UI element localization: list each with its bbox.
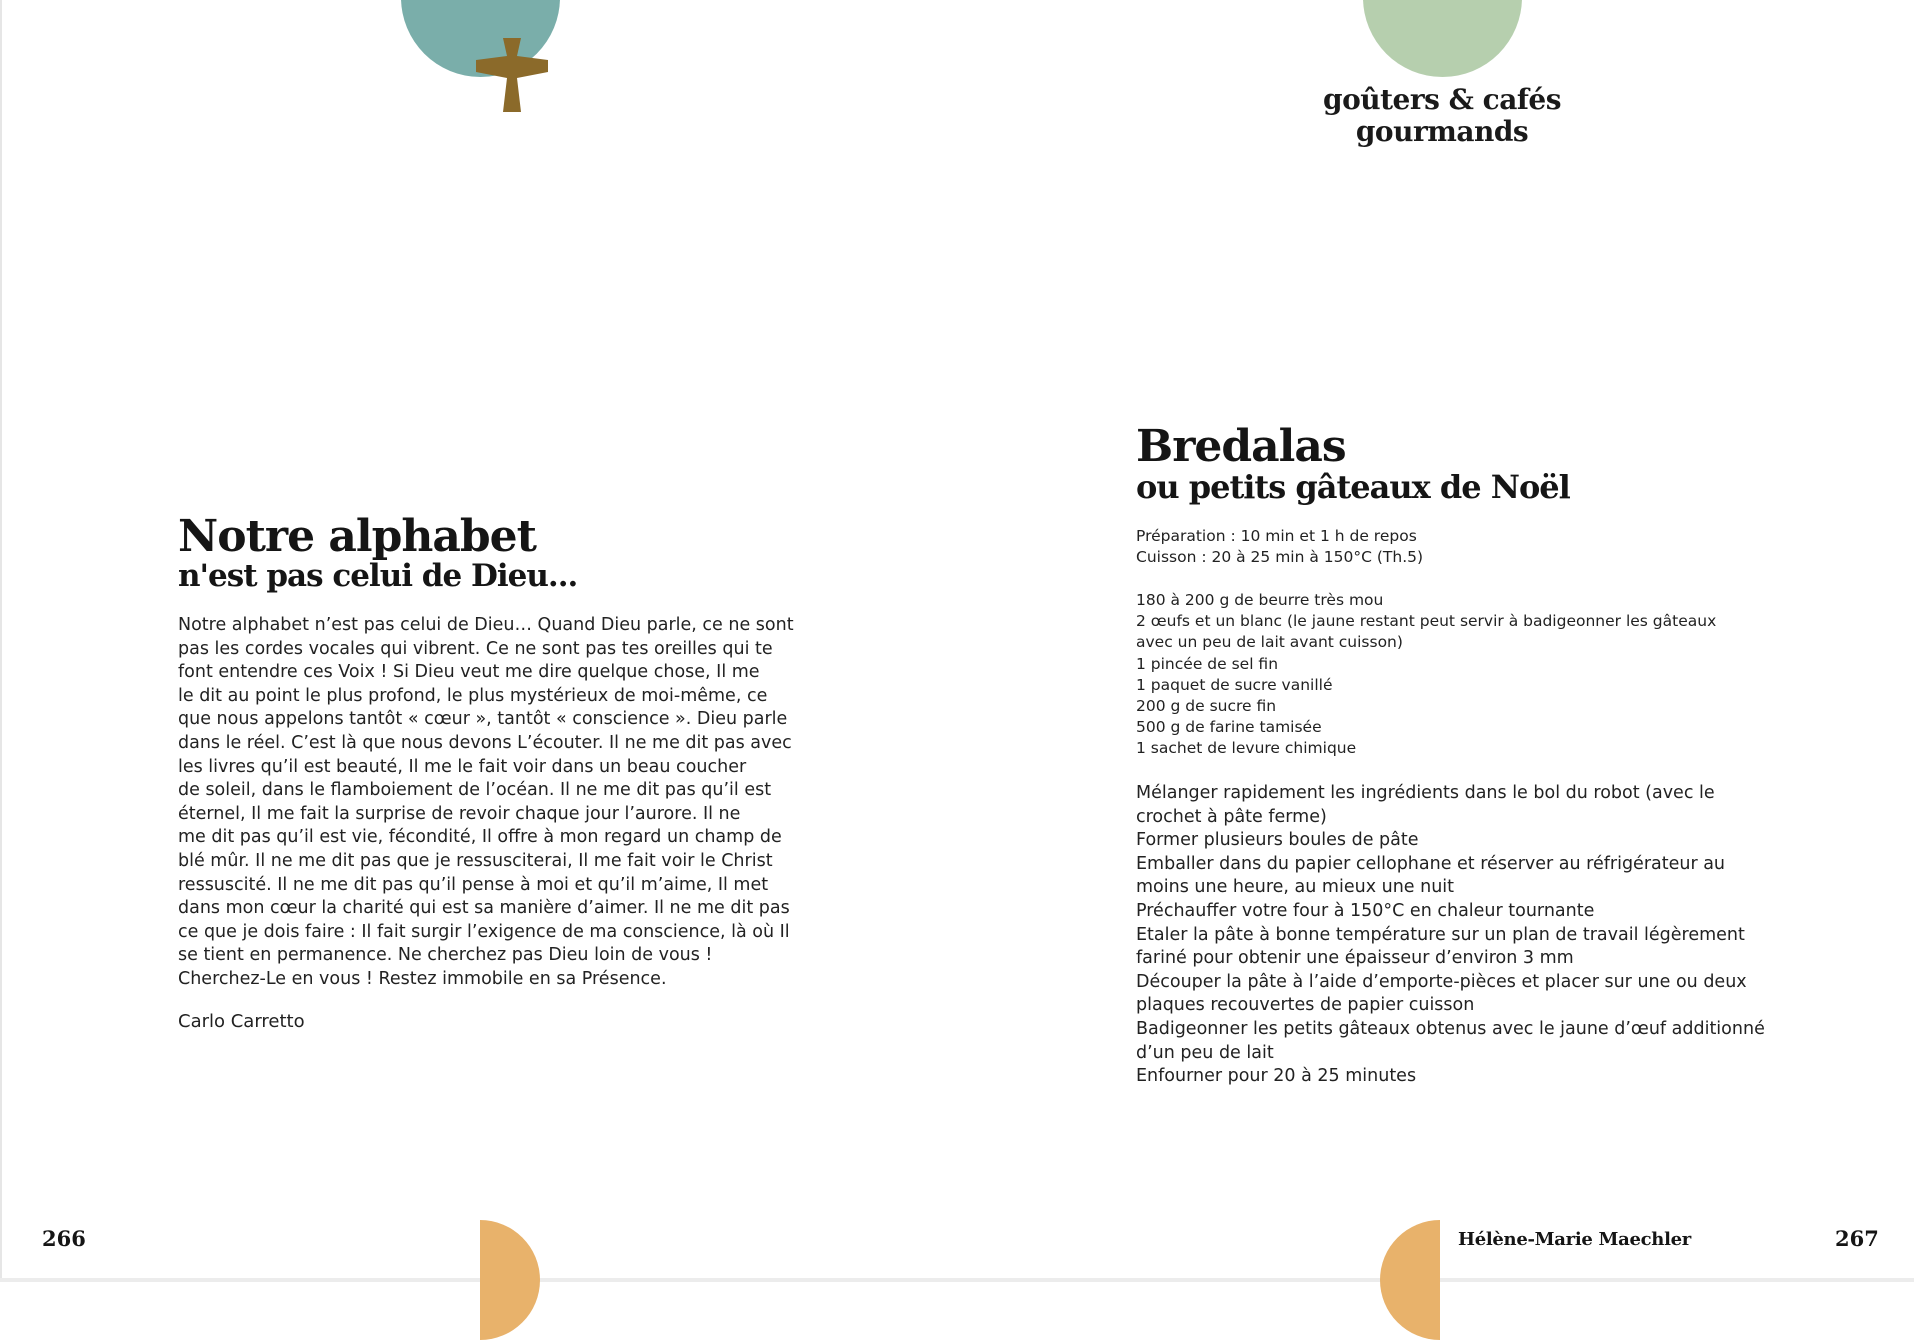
text-line: se tient en permanence. Ne cherchez pas Dieu loin de vous ! xyxy=(178,945,713,966)
step-line: moins une heure, au mieux une nuit xyxy=(1136,877,1455,898)
step-line: Badigeonner les petits gâteaux obtenus avec le jaune d’œuf additionné xyxy=(1136,1018,1765,1039)
green-circle-decoration xyxy=(1363,0,1522,77)
page-edge-left xyxy=(0,0,2,1282)
step-line: Etaler la pâte à bonne température sur un plan de travail légèrement xyxy=(1136,924,1745,945)
step-line: Découper la pâte à l’aide d’emporte-pièces et placer sur une ou deux xyxy=(1136,971,1747,992)
text-line: me dit pas qu’il est vie, fécondité, Il offre à mon regard un champ de xyxy=(178,827,782,848)
page-number-right: 267 xyxy=(1835,1226,1879,1251)
text-line: dans le réel. C’est là que nous devons L’écouter. Il ne me dit pas avec xyxy=(178,732,792,753)
meditation-text xyxy=(178,614,798,992)
section-label xyxy=(1282,84,1602,148)
step-line: Enfourner pour 20 à 25 minutes xyxy=(1136,1066,1417,1087)
page-number-left: 266 xyxy=(42,1226,86,1251)
page-edge-bottom xyxy=(0,1278,1914,1282)
text-line: de soleil, dans le flamboiement de l’océan. Il ne me dit pas qu’il est xyxy=(178,780,772,801)
text-line: Notre alphabet n’est pas celui de Dieu… Quand Dieu parle, ce ne sont xyxy=(178,615,794,635)
left-page-title: Notre alphabet xyxy=(178,511,536,562)
ingredient-item: 2 œufs et un blanc (le jaune restant peut servir à badigeonner les gâteaux xyxy=(1136,612,1717,631)
step-line: Mélanger rapidement les ingrédients dans le bol du robot (avec le xyxy=(1136,783,1715,803)
text-line: ressuscité. Il ne me dit pas qu’il pense à moi et qu’il m’aime, Il met xyxy=(178,874,769,895)
ingredient-list xyxy=(1136,590,1716,760)
step-line: Préchauffer votre four à 150°C en chaleur tournante xyxy=(1136,900,1595,921)
text-line: blé mûr. Il ne me dit pas que je ressusciterai, Il me fait voir le Christ xyxy=(178,850,773,871)
step-line: plaques recouvertes de papier cuisson xyxy=(1136,995,1475,1016)
text-line: Cherchez-Le en vous ! Restez immobile en sa Présence. xyxy=(178,968,667,989)
running-head-author: Hélène-Marie Maechler xyxy=(1458,1229,1691,1250)
timing-line: Préparation : 10 min et 1 h de repos xyxy=(1136,527,1417,545)
text-line: font entendre ces Voix ! Si Dieu veut me dire quelque chose, Il me xyxy=(178,662,760,683)
recipe-title: Bredalas xyxy=(1136,421,1346,472)
text-line: dans mon cœur la charité qui est sa manière d’aimer. Il ne me dit pas xyxy=(178,898,790,919)
text-line: les livres qu’il est beauté, Il me le fait voir dans un beau coucher xyxy=(178,756,747,777)
orange-half-circle-left xyxy=(480,1220,540,1340)
ingredient-item: 1 sachet de levure chimique xyxy=(1136,739,1357,758)
left-page-subtitle: n'est pas celui de Dieu... xyxy=(178,558,578,594)
step-line: fariné pour obtenir une épaisseur d’environ 3 mm xyxy=(1136,948,1574,969)
step-line: crochet à pâte ferme) xyxy=(1136,806,1327,827)
ingredient-item: 500 g de farine tamisée xyxy=(1136,718,1322,737)
text-line: pas les cordes vocales qui vibrent. Ce ne sont pas tes oreilles qui te xyxy=(178,638,773,659)
step-line: Emballer dans du papier cellophane et réserver au réfrigérateur au xyxy=(1136,853,1726,874)
step-line: Former plusieurs boules de pâte xyxy=(1136,830,1419,851)
section-label-line-2: gourmands xyxy=(1355,115,1529,148)
step-line: d’un peu de lait xyxy=(1136,1042,1274,1063)
author-name: Carlo Carretto xyxy=(178,1011,305,1032)
ingredient-item: 1 pincée de sel fin xyxy=(1136,654,1279,673)
text-line: le dit au point le plus profond, le plus mystérieux de moi-même, ce xyxy=(178,685,768,706)
text-line: que nous appelons tantôt « cœur », tantôt « conscience ». Dieu parle xyxy=(178,709,788,730)
ingredient-item: avec un peu de lait avant cuisson) xyxy=(1136,633,1403,652)
recipe-subtitle: ou petits gâteaux de Noël xyxy=(1136,468,1570,506)
ingredient-item: 180 à 200 g de beurre très mou xyxy=(1136,591,1384,609)
maltese-cross-icon xyxy=(476,38,548,112)
text-line: éternel, Il me fait la surprise de revoir chaque jour l’aurore. Il ne xyxy=(178,803,741,824)
text-line: ce que je dois faire : Il fait surgir l’exigence de ma conscience, là où Il xyxy=(178,921,790,942)
ingredient-item: 1 paquet de sucre vanillé xyxy=(1136,675,1333,694)
recipe-steps xyxy=(1136,782,1765,1089)
recipe-timing xyxy=(1136,526,1423,568)
ingredient-item: 200 g de sucre fin xyxy=(1136,697,1277,716)
section-label-line-1: goûters & cafés xyxy=(1323,83,1561,116)
orange-half-circle-right xyxy=(1380,1220,1440,1340)
timing-line: Cuisson : 20 à 25 min à 150°C (Th.5) xyxy=(1136,548,1424,566)
